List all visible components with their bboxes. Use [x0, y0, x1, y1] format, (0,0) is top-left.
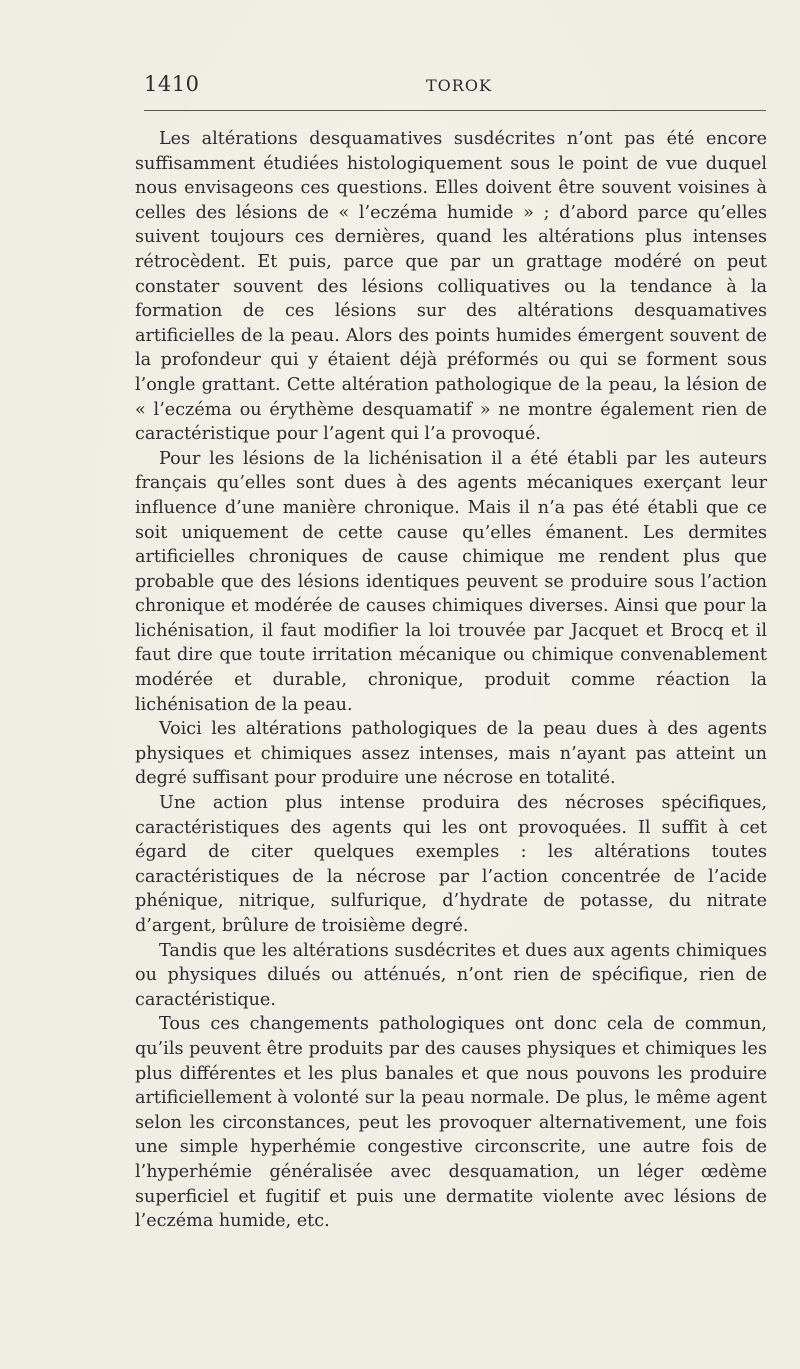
paragraph: Les altérations desquamatives susdécrites n’ont pas été encore suffisamment étudiées histologiquement sous le point de vue duquel nous envisageons ces questions. Elles doivent être souvent voisines à celles des lésions de « l’eczéma humide » ; d’abord parce qu’elles suivent toujours ces dernières, quand les altérations plus intenses rétrocèdent. Et puis, parce que par un grattage modéré on peut constater souvent des lésions colliquatives ou la tendance à la formation de ces lésions sur des altérations desquamatives artificielles de la peau. Alors des points humides émergent souvent de la profondeur qui y étaient déjà préformés ou qui se forment sous l’ongle grattant. Cette altération pathologique de la peau, la lésion de « l’eczéma ou érythème desquamatif » ne montre également rien de caractéristique pour l’agent qui l’a provoqué.	[135, 129, 767, 445]
page-header	[144, 72, 766, 106]
header-rule	[144, 110, 766, 111]
paragraph: Tandis que les altérations susdécrites et dues aux agents chimiques ou physiques dilués ou atténués, n’ont rien de spécifique, rien de caractéristique.	[135, 940, 767, 1010]
paragraph: Voici les altérations pathologiques de la peau dues à des agents physiques et chimiques assez intenses, mais n’ayant pas atteint un degré suffisant pour produire une nécrose en totalité.	[135, 719, 767, 789]
page-number: 1410	[144, 72, 200, 96]
paragraph: Pour les lésions de la lichénisation il a été établi par les auteurs français qu’elles sont dues à des agents mécaniques exerçant leur influence d’une manière chronique. Mais il n’a pas été établi que ce soit uniquement de cette cause qu’elles émanent. Les dermites artificielles chroniques de cause chimique me rendent plus que probable que des lésions identiques peuvent se produire sous l’action chronique et modérée de causes chimiques diverses. Ainsi que pour la lichénisation, il faut modifier la loi trouvée par Jacquet et Brocq et il faut dire que toute irritation mécanique ou chimique convenablement modérée et durable, chronique, produit comme réaction la lichénisation de la peau.	[135, 448, 767, 715]
paragraph: Tous ces changements pathologiques ont donc cela de commun, qu’ils peuvent être produits par des causes physiques et chimiques les plus différentes et les plus banales et que nous pouvons les produire artificiellement à volonté sur la peau normale. De plus, le même agent selon les circonstances, peut les provoquer alternativement, une fois une simple hyperhémie congestive circonscrite, une autre fois de l’hyperhémie généralisée avec desquamation, un léger œdème superficiel et fugitif et puis une dermatite violente avec lésions de l’eczéma humide, etc.	[135, 1014, 767, 1232]
paragraph: Une action plus intense produira des nécroses spécifiques, caractéristiques des agents qui les ont provoquées. Il suffit à cet égard de citer quelques exemples : les altérations toutes caractéristiques de la nécrose par l’action concentrée de l’acide phénique, nitrique, sulfurique, d’hydrate de potasse, du nitrate d’argent, brûlure de troisième degré.	[135, 793, 767, 936]
running-head: TOROK	[426, 76, 492, 95]
body-text	[135, 127, 767, 1234]
